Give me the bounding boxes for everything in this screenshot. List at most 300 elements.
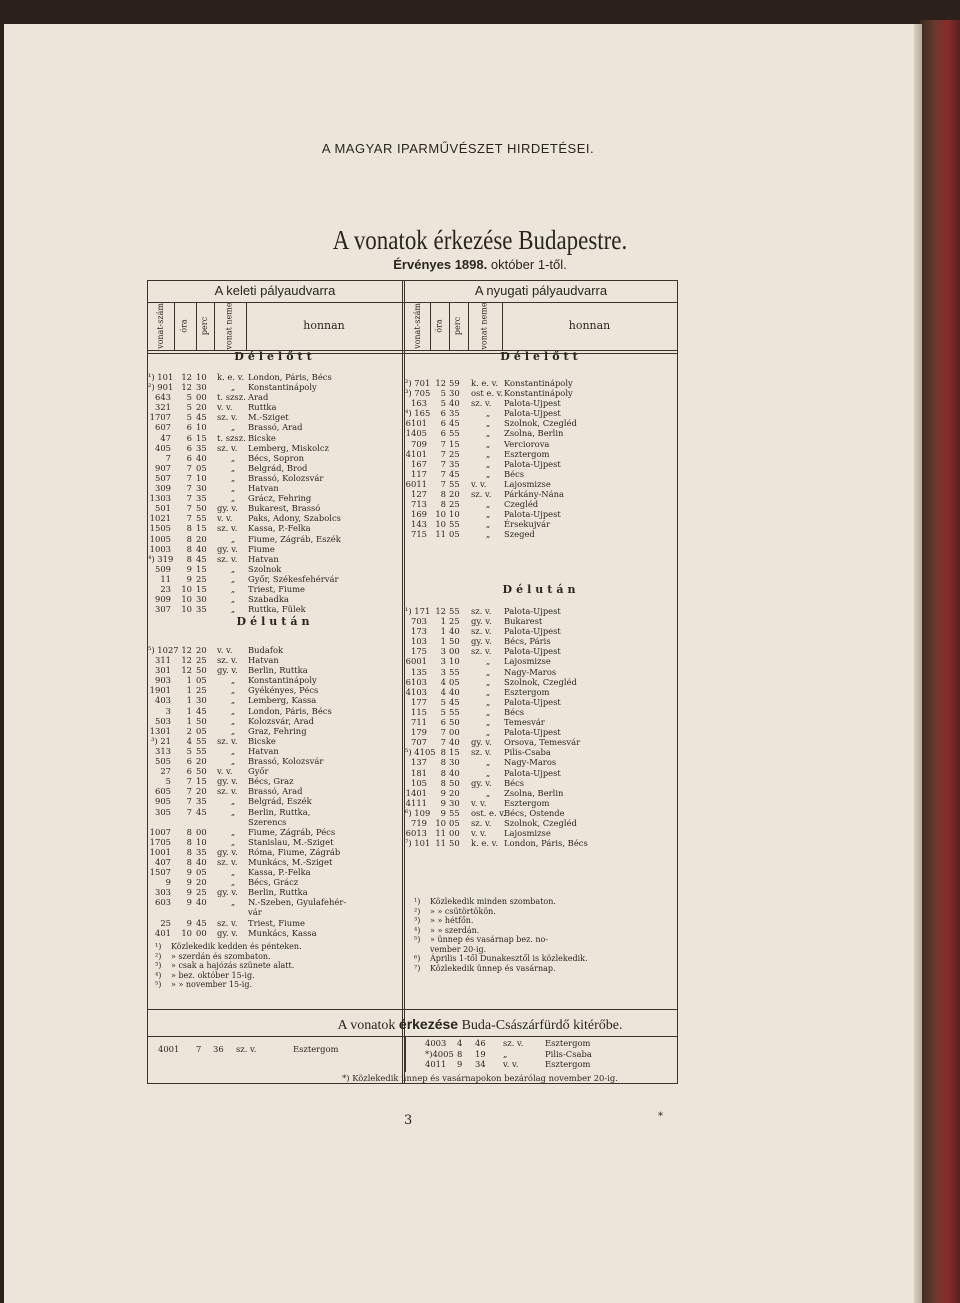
table-row — [405, 828, 677, 838]
train-type: sz. v. — [503, 1038, 524, 1048]
table-row — [405, 677, 677, 687]
minute: 15 — [196, 776, 207, 787]
train-number: 1003 — [149, 543, 171, 554]
train-type: „ — [485, 448, 491, 459]
train-number: 607 — [155, 422, 171, 433]
origin: Bukarest, Brassó — [248, 503, 321, 514]
minute: 35 — [196, 493, 207, 504]
train-type: „ — [485, 519, 491, 530]
footnote-text: » » szerdán. — [430, 925, 480, 935]
hour: 5 — [186, 745, 192, 756]
train-number: ⁴) 165 — [405, 408, 431, 419]
train-type: v. v. — [217, 513, 233, 524]
train-type: „ — [230, 806, 236, 817]
minute: 15 — [196, 563, 207, 574]
table-row — [148, 695, 402, 705]
origin: Esztergom — [293, 1044, 339, 1054]
train-type: k. e. v. — [471, 378, 499, 388]
train-number: *)4005 — [425, 1048, 454, 1059]
train-type: t. szsz. — [217, 432, 246, 443]
table-row — [405, 687, 677, 697]
minute: 45 — [196, 412, 207, 423]
minute: 15 — [449, 438, 460, 449]
origin: Hatvan — [248, 745, 279, 756]
hour: 1 — [186, 705, 192, 716]
minute: 20 — [196, 645, 207, 655]
rule — [402, 1036, 403, 1072]
train-number: 303 — [155, 887, 171, 898]
minute: 50 — [449, 717, 460, 728]
hour: 10 — [435, 519, 446, 530]
train-type: „ — [230, 715, 236, 726]
footnote-text: Április 1-től Dunakesztől is közlekedik. — [430, 954, 588, 963]
minute: 00 — [449, 727, 460, 738]
origin: Gyékényes, Pécs — [248, 685, 319, 696]
hour: 10 — [181, 604, 192, 615]
bottom-right-rows — [405, 1038, 677, 1070]
hour: 1 — [440, 616, 446, 627]
hour: 8 — [440, 747, 446, 758]
train-type: „ — [230, 594, 236, 605]
table-row — [148, 847, 402, 857]
train-number: 6013 — [405, 828, 427, 839]
train-type: sz. v. — [471, 626, 492, 637]
train-type: v. v. — [217, 402, 233, 413]
origin: London, Páris, Bécs — [248, 372, 332, 382]
table-row — [148, 503, 402, 513]
train-type: „ — [230, 462, 236, 473]
origin: Czegléd — [504, 499, 539, 510]
train-type: sz. v. — [471, 646, 492, 657]
train-type: „ — [485, 656, 491, 667]
table-row — [148, 412, 402, 422]
minute: 35 — [196, 604, 207, 615]
origin: Ruttka, Fülek — [248, 604, 306, 615]
minute: 10 — [196, 372, 207, 382]
train-type: „ — [230, 836, 236, 847]
nyugati-header-perc: perc — [453, 316, 463, 336]
minute: 35 — [449, 458, 460, 469]
train-number: ⁵) 1027 — [148, 645, 179, 655]
corner-mark: * — [658, 1111, 663, 1122]
table-row — [405, 798, 677, 808]
hour: 7 — [440, 478, 446, 489]
origin: Esztergom — [545, 1038, 591, 1048]
train-number: 173 — [411, 626, 427, 637]
origin: Orsova, Temesvár — [504, 737, 581, 748]
origin: Belgrád, Eszék — [248, 796, 312, 807]
footnote-text: Közlekedik kedden és pénteken. — [171, 942, 302, 951]
table-row — [148, 453, 402, 463]
minute: 35 — [196, 442, 207, 453]
minute: 46 — [475, 1038, 486, 1048]
table-row — [405, 667, 677, 677]
train-number: 1405 — [405, 428, 427, 439]
table-row — [148, 907, 402, 917]
origin: Munkács, Kassa — [248, 927, 317, 938]
minute: 20 — [196, 402, 207, 413]
minute: 25 — [196, 655, 207, 666]
train-type: k. e. v. — [217, 372, 245, 382]
minute: 55 — [449, 606, 460, 616]
minute: 30 — [196, 695, 207, 706]
minute: 40 — [196, 856, 207, 867]
train-type: gy. v. — [471, 777, 492, 788]
footnote-mark: ²) — [155, 951, 162, 961]
origin: Esztergom — [545, 1059, 591, 1069]
section-morning-nyugati: Délelőtt — [500, 350, 582, 363]
origin: Brassó, Arad — [248, 786, 303, 797]
train-type: k. e. v. — [471, 838, 499, 849]
train-type: „ — [503, 1048, 508, 1059]
train-type: sz. v. — [471, 606, 492, 616]
train-type: „ — [230, 695, 236, 706]
hour: 8 — [186, 523, 192, 534]
minute: 35 — [196, 846, 207, 857]
minute: 20 — [196, 877, 207, 888]
train-number: 1505 — [149, 523, 171, 534]
table-row — [148, 554, 402, 564]
nyugati-header-nem: vonat neme — [480, 302, 490, 350]
train-number: 711 — [411, 717, 427, 728]
origin: Kassa, P.-Felka — [248, 867, 311, 878]
origin: Belgrád, Brod — [248, 462, 308, 473]
hour: 7 — [440, 727, 446, 738]
train-number: 707 — [411, 737, 427, 748]
train-number: 309 — [155, 483, 171, 494]
train-number: 405 — [155, 442, 171, 453]
origin: Palota-Ujpest — [504, 767, 561, 778]
footnote-mark: ³) — [414, 916, 421, 925]
origin: Bécs, Graz — [248, 776, 294, 787]
hour: 12 — [181, 665, 192, 676]
hour: 2 — [186, 725, 192, 736]
keleti-afternoon-table — [148, 645, 402, 938]
minute: 40 — [196, 543, 207, 554]
train-number: 605 — [155, 786, 171, 797]
footnote-mark: ⁶) — [414, 954, 421, 963]
train-number: 127 — [411, 489, 427, 500]
train-number: ²) 901 — [148, 382, 174, 393]
hour: 7 — [186, 513, 192, 524]
origin: M.-Sziget — [248, 412, 289, 423]
minute: 10 — [449, 656, 460, 667]
minute: 50 — [196, 715, 207, 726]
train-number: 509 — [155, 563, 171, 574]
train-number: 1707 — [149, 412, 171, 423]
footnote-mark: ⁵) — [155, 980, 162, 989]
table-row — [148, 402, 402, 412]
train-type: „ — [230, 685, 236, 696]
origin: Stanislau, M.-Sziget — [248, 836, 334, 847]
hour: 5 — [440, 398, 446, 409]
table-row — [405, 646, 677, 656]
train-number: 643 — [155, 392, 171, 403]
train-number: 9 — [165, 877, 171, 888]
train-type: gy. v. — [217, 776, 238, 787]
train-number: 25 — [160, 917, 171, 928]
nyugati-afternoon-table — [405, 606, 677, 848]
minute: 15 — [196, 583, 207, 594]
origin: Berlin, Ruttka — [248, 887, 308, 898]
minute: 30 — [449, 797, 460, 808]
train-number: 903 — [155, 675, 171, 686]
train-type: gy. v. — [471, 737, 492, 748]
hour: 1 — [186, 685, 192, 696]
train-type: sz. v. — [471, 489, 492, 500]
minute: 10 — [196, 472, 207, 483]
origin: Palota-Ujpest — [504, 727, 561, 738]
table-row — [405, 378, 677, 388]
table-row — [405, 707, 677, 717]
train-type: sz. v. — [471, 817, 492, 828]
origin: Lajosmizse — [504, 828, 551, 839]
table-row — [148, 382, 402, 392]
hour: 5 — [186, 392, 192, 403]
train-type: „ — [485, 757, 491, 768]
train-number: 407 — [155, 856, 171, 867]
footnote-text: » csak a hajózás szünete alatt. — [171, 961, 295, 970]
table-row — [148, 604, 402, 614]
origin: Berlin, Ruttka, — [248, 806, 311, 817]
minute: 45 — [196, 553, 207, 564]
hour: 10 — [181, 583, 192, 594]
origin: Szeged — [504, 529, 535, 540]
train-type: sz. v. — [217, 442, 238, 453]
footnote-text: » » csütörtökön. — [430, 906, 496, 916]
footnote-mark: ¹) — [155, 942, 162, 951]
train-number: 4101 — [405, 448, 427, 459]
minute: 10 — [449, 509, 460, 520]
hour: 7 — [186, 472, 192, 483]
hour: 7 — [440, 468, 446, 479]
minute: 00 — [196, 392, 207, 403]
table-row — [405, 717, 677, 727]
hour: 3 — [440, 646, 446, 657]
footnote-text: Közlekedik minden szombaton. — [430, 897, 556, 906]
minute: 05 — [196, 675, 207, 686]
keleti-header-honnan: honnan — [303, 319, 345, 332]
minute: 05 — [196, 867, 207, 878]
train-number: 143 — [411, 519, 427, 530]
origin: Esztergom — [504, 448, 550, 459]
train-type: sz. v. — [217, 735, 238, 746]
minute: 36 — [213, 1044, 224, 1054]
minute: 10 — [196, 836, 207, 847]
train-type: „ — [230, 533, 236, 544]
hour: 9 — [186, 877, 192, 888]
table-row — [148, 796, 402, 806]
section-morning-keleti: Délelőtt — [234, 350, 316, 363]
hour: 8 — [186, 826, 192, 837]
table-row — [405, 479, 677, 489]
train-type: „ — [485, 468, 491, 479]
minute: 25 — [196, 573, 207, 584]
table-row — [148, 544, 402, 554]
table-row — [148, 897, 402, 907]
hour: 7 — [440, 737, 446, 748]
train-number: 6101 — [405, 418, 427, 429]
train-type: gy. v. — [217, 846, 238, 857]
hour: 9 — [186, 887, 192, 898]
train-number: 6011 — [405, 478, 427, 489]
minute: 45 — [449, 696, 460, 707]
hour: 4 — [457, 1038, 463, 1048]
train-number: 403 — [155, 695, 171, 706]
table-row — [148, 918, 402, 928]
hour: 7 — [186, 786, 192, 797]
train-type: „ — [230, 826, 236, 837]
minute: 55 — [196, 745, 207, 756]
minute: 25 — [196, 685, 207, 696]
table-row — [148, 655, 402, 665]
hour: 8 — [440, 767, 446, 778]
book-binding — [920, 20, 960, 1303]
hour: 3 — [440, 666, 446, 677]
train-number: 135 — [411, 666, 427, 677]
table-row — [148, 857, 402, 867]
origin: vár — [248, 907, 262, 918]
train-number: ⁴) 319 — [148, 553, 174, 564]
hour: 7 — [440, 448, 446, 459]
minute: 50 — [449, 838, 460, 849]
hour: 1 — [440, 636, 446, 647]
hour: 5 — [440, 696, 446, 707]
train-number: 301 — [155, 665, 171, 676]
hour: 8 — [186, 553, 192, 564]
minute: 55 — [449, 807, 460, 818]
train-number: ¹) 101 — [148, 372, 174, 382]
hour: 12 — [181, 645, 192, 655]
train-type: sz. v. — [217, 786, 238, 797]
rule — [147, 1036, 678, 1037]
origin: N.-Szeben, Gyulafehér- — [248, 897, 347, 908]
origin: Pilis-Csaba — [504, 747, 551, 758]
train-number: 703 — [411, 616, 427, 627]
table-row — [405, 509, 677, 519]
origin: Bécs, Grácz — [248, 877, 299, 888]
origin: Győr — [248, 766, 269, 777]
table-row — [148, 746, 402, 756]
train-type: „ — [485, 696, 491, 707]
table-row — [148, 817, 402, 827]
hour: 6 — [186, 766, 192, 777]
train-type: „ — [230, 573, 236, 584]
train-type: sz. v. — [217, 917, 238, 928]
bottom-footnote: *) Közlekedik ünnep és vasárnapokon bezárólag november 20-ig. — [342, 1073, 618, 1083]
hour: 5 — [186, 412, 192, 423]
train-number: ¹) 171 — [405, 606, 431, 616]
train-type: „ — [230, 897, 236, 908]
minute: 30 — [196, 594, 207, 605]
origin: Lajosmizse — [504, 478, 551, 489]
minute: 30 — [449, 757, 460, 768]
origin: Párkány-Nána — [504, 489, 564, 500]
minute: 25 — [449, 448, 460, 459]
footnote-text: Közlekedik ünnep és vasárnap. — [430, 963, 556, 973]
minute: 25 — [449, 499, 460, 510]
origin: Palota-Ujpest — [504, 606, 561, 616]
table-row — [148, 594, 402, 604]
table-row — [148, 523, 402, 533]
train-number: ²) 701 — [405, 378, 431, 388]
train-number: 715 — [411, 529, 427, 540]
minute: 30 — [449, 388, 460, 399]
table-row — [405, 697, 677, 707]
train-type: v. v. — [217, 645, 233, 655]
train-number: 7 — [165, 452, 171, 463]
train-number: 47 — [160, 432, 171, 443]
train-type: „ — [230, 583, 236, 594]
validity-subtitle: Érvényes 1898. október 1-től. — [393, 257, 567, 272]
footnote-mark: ³) — [155, 961, 162, 970]
train-number: 1401 — [405, 787, 427, 798]
table-row — [148, 483, 402, 493]
minute: 40 — [449, 686, 460, 697]
station-heading-nyugati: A nyugati pályaudvarra — [474, 283, 608, 298]
train-number: 1007 — [149, 826, 171, 837]
page-number: 3 — [404, 1113, 413, 1128]
hour: 8 — [186, 836, 192, 847]
table-row — [405, 737, 677, 747]
train-number: 719 — [411, 817, 427, 828]
train-type: sz. v. — [217, 655, 238, 666]
hour: 9 — [457, 1059, 463, 1069]
origin: Pilis-Csaba — [545, 1048, 592, 1059]
hour: 6 — [186, 452, 192, 463]
train-type: „ — [230, 493, 236, 504]
train-type: „ — [485, 767, 491, 778]
origin: Hatvan — [248, 483, 279, 494]
origin: Palota-Ujpest — [504, 398, 561, 409]
hour: 8 — [186, 533, 192, 544]
table-row — [148, 422, 402, 432]
train-type: gy. v. — [217, 887, 238, 898]
minute: 45 — [196, 917, 207, 928]
minute: 40 — [196, 897, 207, 908]
origin: Zsolna, Berlin — [504, 787, 564, 798]
table-row — [148, 776, 402, 786]
train-number: 115 — [411, 706, 427, 717]
table-row — [148, 513, 402, 523]
origin: Szolnok, Czegléd — [504, 817, 577, 828]
minute: 19 — [475, 1048, 486, 1059]
minute: 50 — [196, 665, 207, 676]
train-type: gy. v. — [471, 636, 492, 647]
table-row — [148, 665, 402, 675]
origin: Konstantinápoly — [504, 378, 573, 388]
train-number: 1303 — [149, 493, 171, 504]
page-edge — [914, 24, 922, 1303]
nyugati-morning-table — [405, 378, 677, 540]
train-number: 4103 — [405, 686, 427, 697]
table-row — [148, 685, 402, 695]
rule — [147, 1009, 678, 1010]
table-row — [405, 768, 677, 778]
minute: 40 — [449, 398, 460, 409]
origin: Bécs, Sopron — [248, 452, 305, 463]
footnote-text: » szerdán és szombaton. — [171, 951, 271, 961]
hour: 8 — [186, 846, 192, 857]
minute: 00 — [449, 828, 460, 839]
minute: 55 — [449, 519, 460, 530]
bottom-left-row — [148, 1044, 402, 1056]
origin: London, Páris, Bécs — [248, 705, 332, 716]
train-number: 167 — [411, 458, 427, 469]
hour: 9 — [186, 897, 192, 908]
table-row — [148, 877, 402, 887]
nyugati-header-honnan: honnan — [568, 319, 611, 332]
